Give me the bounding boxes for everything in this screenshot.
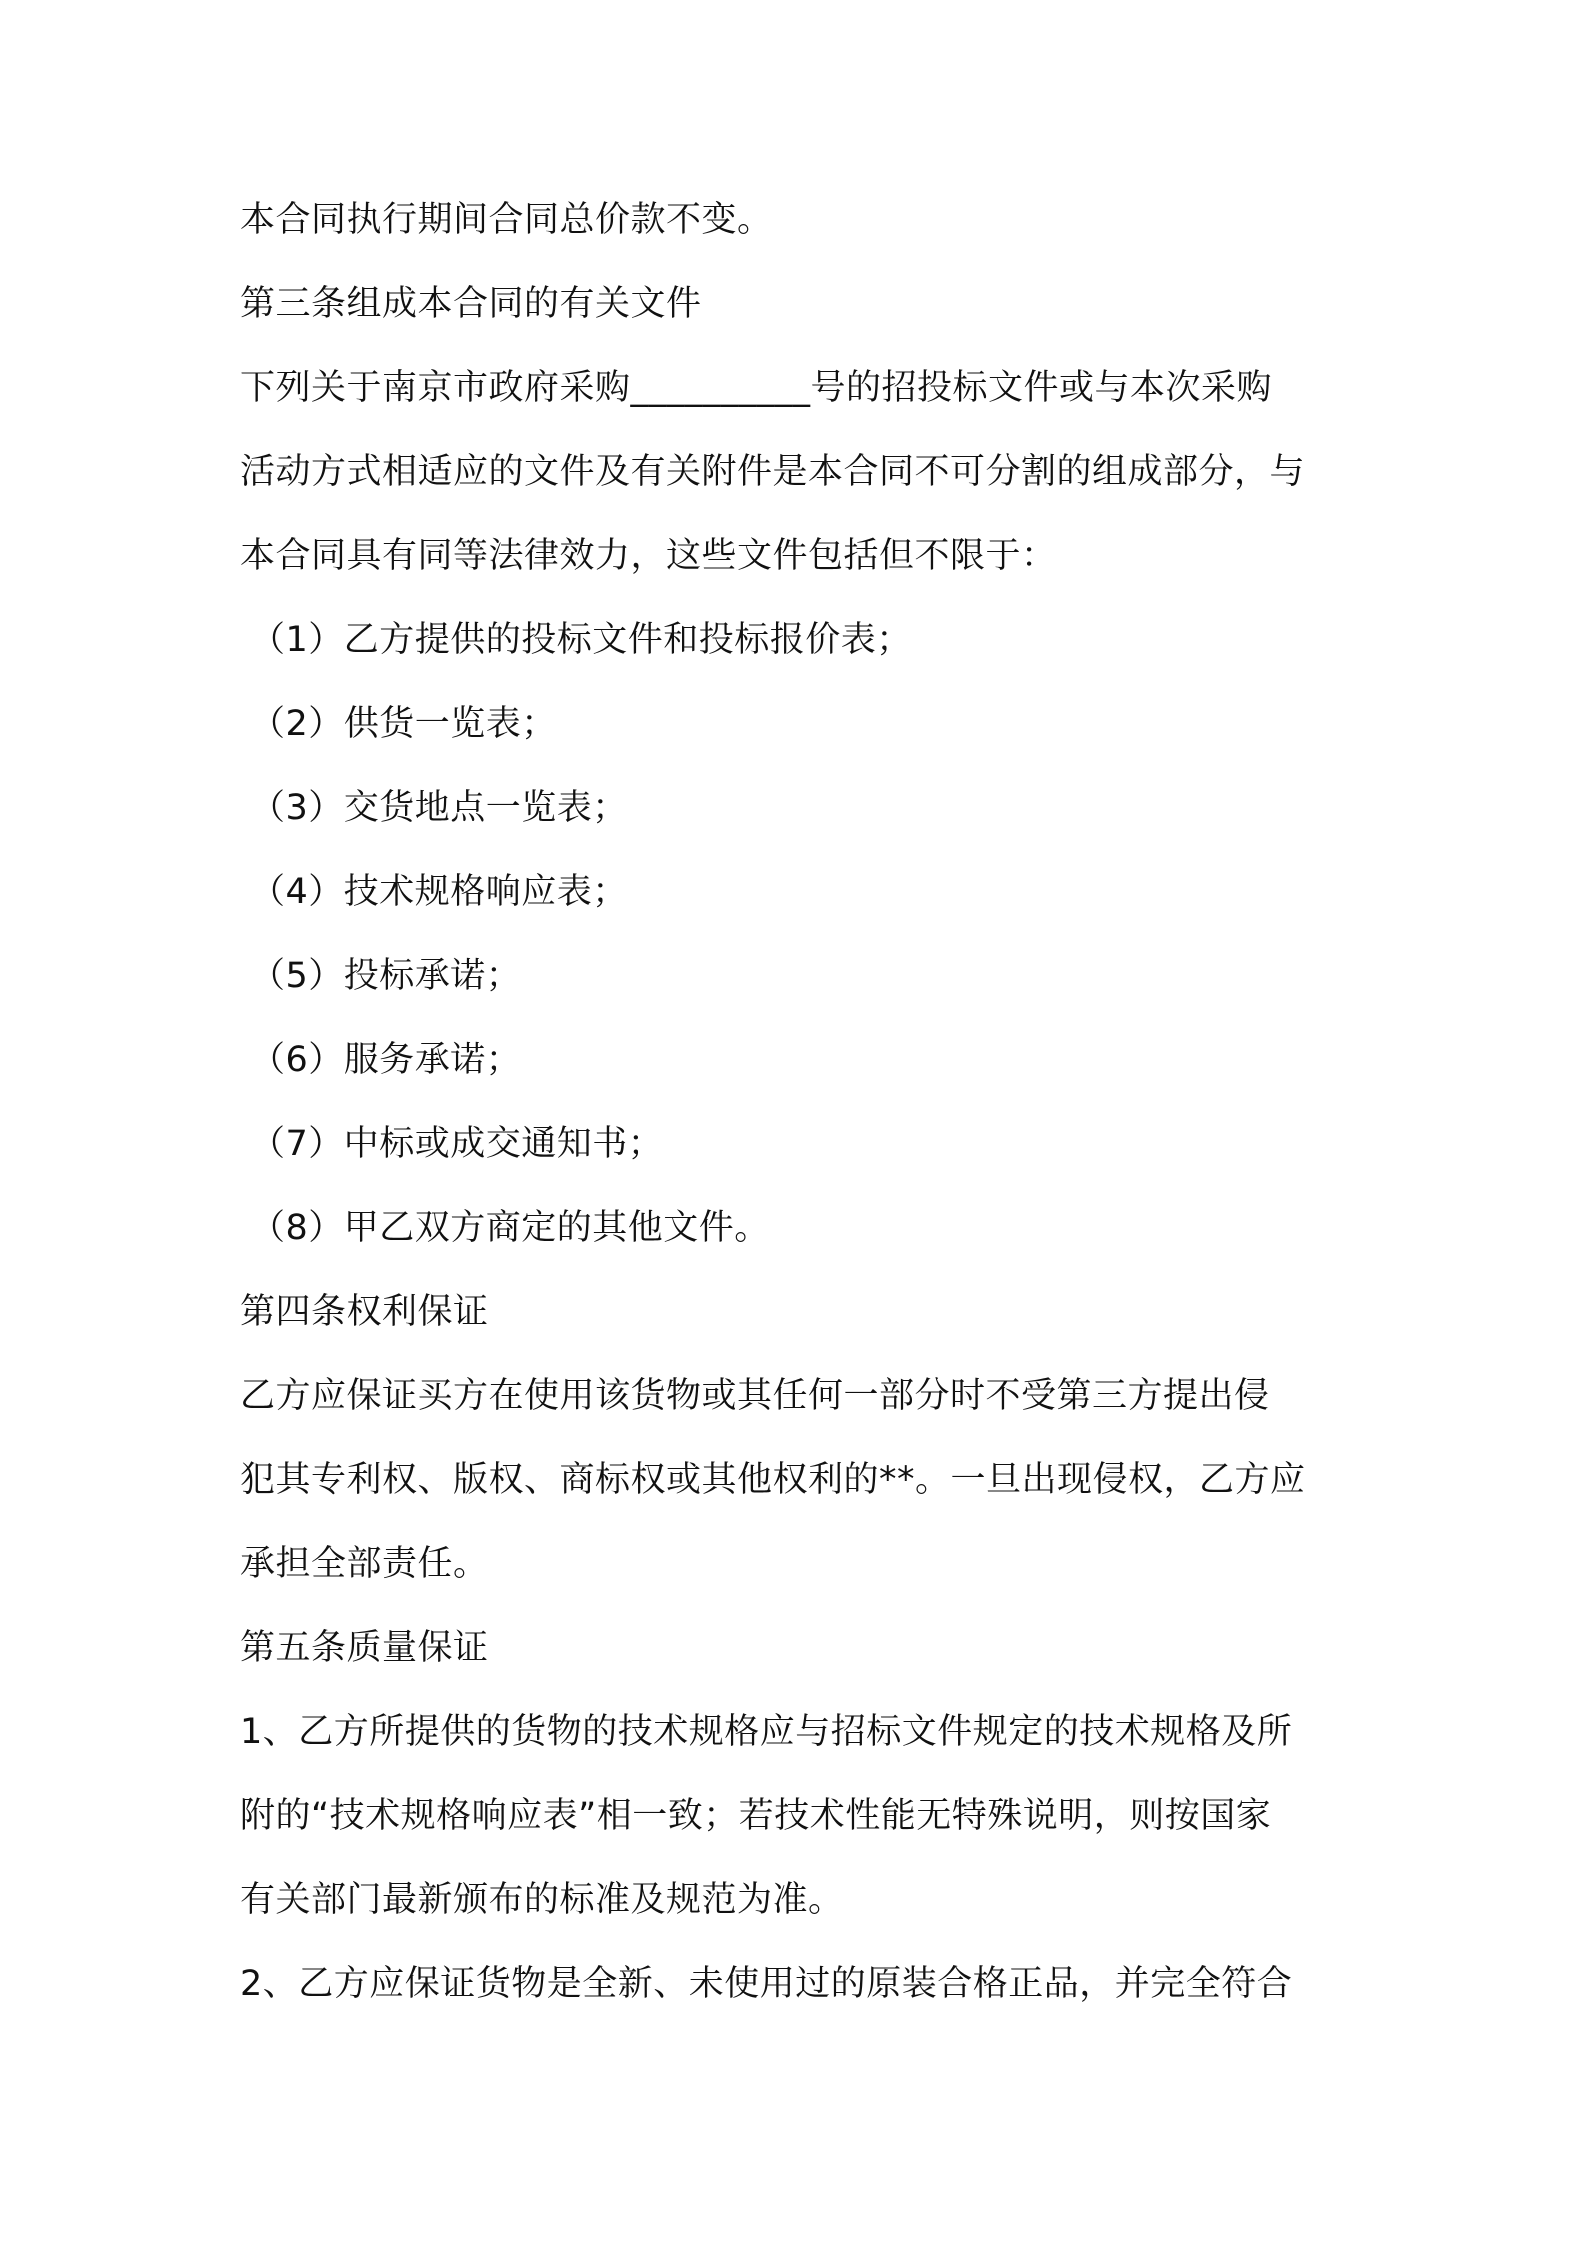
list-item-8: （8）甲乙双方商定的其他文件。 <box>250 1208 770 1248</box>
paragraph-line: 附的“技术规格响应表”相一致；若技术性能无特殊说明，则按国家 <box>240 1796 1272 1836</box>
paragraph-line: 下列关于南京市政府采购__________号的招投标文件或与本次采购 <box>240 368 1273 408</box>
list-item-5: （5）投标承诺； <box>250 956 522 996</box>
paragraph-line: 2、乙方应保证货物是全新、未使用过的原装合格正品，并完全符合 <box>240 1964 1293 2004</box>
paragraph-line: 1、乙方所提供的货物的技术规格应与招标文件规定的技术规格及所 <box>240 1712 1293 1752</box>
paragraph-line: 承担全部责任。 <box>240 1544 489 1584</box>
list-item-7: （7）中标或成交通知书； <box>250 1124 664 1164</box>
list-item-3: （3）交货地点一览表； <box>250 788 628 828</box>
list-item-6: （6）服务承诺； <box>250 1040 522 1080</box>
document-page <box>240 200 1370 2048</box>
paragraph-line: 本合同具有同等法律效力，这些文件包括但不限于： <box>240 536 1057 576</box>
section-heading-article-5: 第五条质量保证 <box>240 1628 489 1668</box>
paragraph-line: 本合同执行期间合同总价款不变。 <box>240 200 773 240</box>
section-heading-article-3: 第三条组成本合同的有关文件 <box>240 284 702 324</box>
paragraph-line: 有关部门最新颁布的标准及规范为准。 <box>240 1880 844 1920</box>
list-item-4: （4）技术规格响应表； <box>250 872 628 912</box>
list-item-2: （2）供货一览表； <box>250 704 557 744</box>
paragraph-line: 犯其专利权、版权、商标权或其他权利的**。一旦出现侵权，乙方应 <box>240 1460 1306 1500</box>
paragraph-line: 乙方应保证买方在使用该货物或其任何一部分时不受第三方提出侵 <box>240 1376 1270 1416</box>
list-item-1: （1）乙方提供的投标文件和投标报价表； <box>250 620 912 660</box>
section-heading-article-4: 第四条权利保证 <box>240 1292 489 1332</box>
paragraph-line: 活动方式相适应的文件及有关附件是本合同不可分割的组成部分，与 <box>240 452 1306 492</box>
